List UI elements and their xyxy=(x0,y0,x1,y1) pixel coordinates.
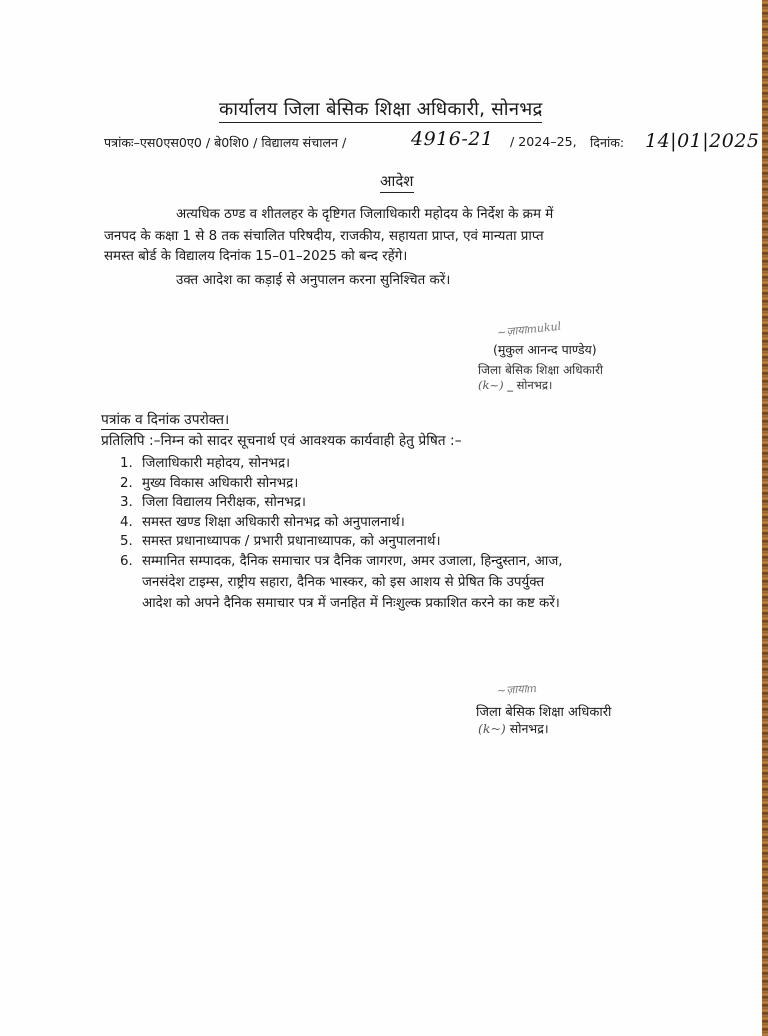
list-number: 1. xyxy=(120,456,133,471)
body-line: अत्यधिक ठण्ड व शीतलहर के दृष्टिगत जिलाधिकारी महोदय के निर्देश के क्रम में xyxy=(176,207,554,222)
list-item xyxy=(120,474,563,494)
list-item-continuation: जनसंदेश टाइम्स, राष्ट्रीय सहारा, दैनिक भास्कर, को इस आशय से प्रेषित कि उपर्युक्त xyxy=(142,575,545,590)
list-text: मुख्य विकास अधिकारी सोनभद्र। xyxy=(142,475,299,491)
date-handwritten: 14|01|2025 xyxy=(645,130,760,152)
wooden-background-edge xyxy=(762,0,768,1036)
reference-year: / 2024–25, xyxy=(510,134,577,149)
place-text: _ सोनभद्र। xyxy=(507,378,553,392)
list-item-continuation: आदेश को अपने दैनिक समाचार पत्र में जनहित में निःशुल्क प्रकाशित करने का कष्ट करें। xyxy=(142,596,560,611)
initials-mark-2: (k~) xyxy=(478,721,506,736)
signatory-name: (मुकुल आनन्द पाण्डेय) xyxy=(493,342,597,357)
initials-mark: (k~) xyxy=(478,378,504,392)
copy-list xyxy=(120,454,563,572)
body-line: समस्त बोर्ड के विद्यालय दिनांक 15–01–2025 को बन्द रहेंगे। xyxy=(104,249,408,264)
list-item xyxy=(120,552,563,572)
signature-scribble-2: ~ज़ायाm xyxy=(496,681,538,698)
list-number: 6. xyxy=(120,553,133,569)
list-number: 4. xyxy=(120,514,133,530)
body-line: जनपद के कक्षा 1 से 8 तक संचालित परिषदीय, राजकीय, सहायता प्राप्त, एवं मान्यता प्राप्त xyxy=(104,229,544,244)
reference-number-handwritten: 4916-21 xyxy=(411,128,494,150)
signatory-designation-2: जिला बेसिक शिक्षा अधिकारी xyxy=(476,705,612,720)
list-text: समस्त प्रधानाध्यापक / प्रभारी प्रधानाध्यापक, को अनुपालनार्थ। xyxy=(142,534,441,550)
order-heading: आदेश xyxy=(380,171,414,193)
list-text: जिलाधिकारी महोदय, सोनभद्र। xyxy=(142,456,291,471)
list-item xyxy=(120,493,563,513)
signature-scribble-1: ~ज़ायाmukul xyxy=(496,319,562,340)
list-number: 5. xyxy=(120,534,133,550)
list-number: 2. xyxy=(120,475,133,491)
body-line: उक्त आदेश का कड़ाई से अनुपालन करना सुनिश्चित करें। xyxy=(176,273,451,288)
list-text: समस्त खण्ड शिक्षा अधिकारी सोनभद्र को अनुपालनार्थ। xyxy=(142,514,405,530)
place-text-2: सोनभद्र। xyxy=(509,721,549,736)
list-item xyxy=(120,513,563,533)
signatory-designation: जिला बेसिक शिक्षा अधिकारी xyxy=(478,363,603,377)
list-text: जिला विद्यालय निरीक्षक, सोनभद्र। xyxy=(142,495,306,511)
office-title: कार्यालय जिला बेसिक शिक्षा अधिकारी, सोनभद्र xyxy=(219,96,542,123)
signatory-place xyxy=(478,378,552,393)
copy-intro: प्रतिलिपि :–निम्न को सादर सूचनार्थ एवं आवश्यक कार्यवाही हेतु प्रेषित :– xyxy=(101,433,462,449)
reference-prefix: पत्रांकः–एस0एस0ए0 / बे0शि0 / विद्यालय संचालन / xyxy=(104,135,347,150)
list-item xyxy=(120,532,563,552)
copy-heading: पत्रांक व दिनांक उपरोक्त। xyxy=(101,412,230,428)
list-item xyxy=(120,454,563,474)
date-label: दिनांक: xyxy=(590,135,625,150)
list-text: सम्मानित सम्पादक, दैनिक समाचार पत्र दैनिक जागरण, अमर उजाला, हिन्दुस्तान, आज, xyxy=(142,553,563,569)
list-number: 3. xyxy=(120,495,133,511)
signatory-place-2 xyxy=(478,720,549,737)
